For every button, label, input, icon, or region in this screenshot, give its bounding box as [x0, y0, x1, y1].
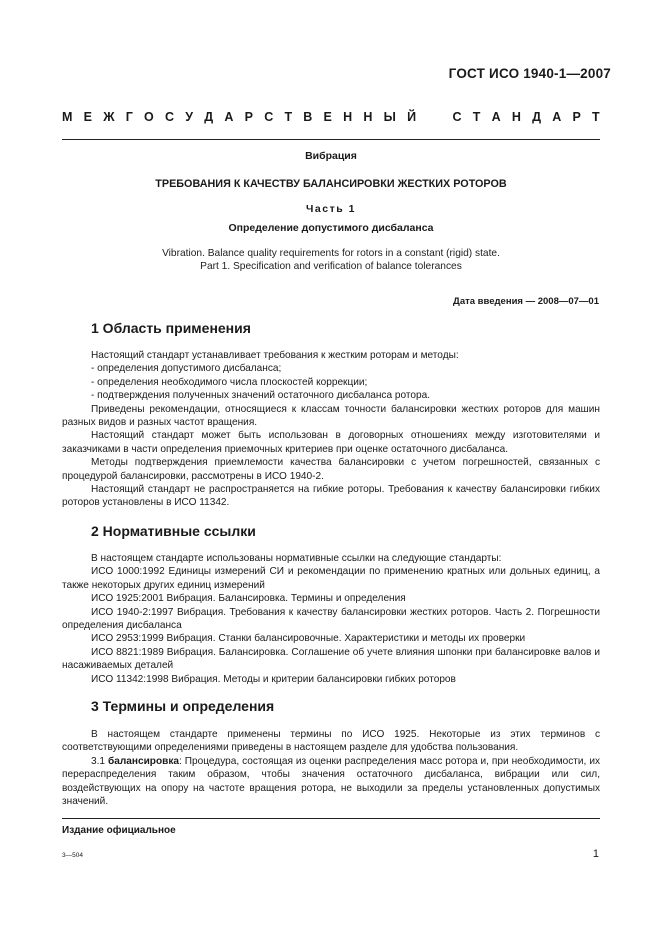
reference-item: ИСО 1000:1992 Единицы измерений СИ и рекомендации по применению кратных или дольных единиц, а также некоторых других единиц измерений [62, 566, 600, 591]
label-letter: С [264, 110, 274, 124]
reference-item: ИСО 2953:1999 Вибрация. Станки балансировочные. Характеристики и методы их проверки [91, 633, 526, 645]
label-letter: Ы [383, 110, 396, 124]
official-edition-label: Издание официальное [62, 825, 176, 836]
label-letter: А [224, 110, 234, 124]
paragraph: Настоящий стандарт может быть использован в договорных отношениях между изготовителями и заказчиками в части определения приемочных критериев при оценке остаточного дисбаланса. [62, 430, 600, 455]
section1-heading: 1 Область применения [91, 320, 251, 336]
label-letter: Н [343, 110, 353, 124]
term-text: : Процедура, состоящая из оценки распределения масс ротора и, при необходимости, их перераспределения таким образом, чтобы значения остаточного дисбаланса, вибрации или сил, воздействующих на опору на частоте вращения ротора, не выходили за пределы установленных допустимых значений. [62, 755, 601, 808]
list-item: - подтверждения полученных значений остаточного дисбаланса ротора. [91, 390, 431, 402]
label-letter: Р [572, 110, 581, 124]
label-letter: Н [363, 110, 373, 124]
header-rule [62, 139, 600, 140]
list-item: - определения необходимого числа плоскостей коррекции; [91, 376, 368, 388]
label-letter: Д [532, 110, 542, 124]
subtitle: Определение допустимого дисбаланса [228, 222, 434, 234]
term-number: 3.1 [91, 755, 108, 767]
document-title: ТРЕБОВАНИЯ К КАЧЕСТВУ БАЛАНСИРОВКИ ЖЕСТКИХ РОТОРОВ [155, 178, 507, 190]
label-letter: Г [125, 110, 133, 124]
label-letter: О [144, 110, 154, 124]
topic: Вибрация [305, 150, 357, 162]
section1-body [62, 349, 600, 510]
label-letter: Ж [103, 110, 115, 124]
section3-heading: 3 Термины и определения [91, 698, 275, 714]
paragraph: В настоящем стандарте использованы нормативные ссылки на следующие стандарты: [91, 553, 502, 564]
label-letter: А [491, 110, 501, 124]
label-gap [427, 110, 441, 124]
reference-item: ИСО 11342:1998 Вибрация. Методы и критерии балансировки гибких роторов [91, 673, 456, 685]
reference-item: ИСО 1940-2:1997 Вибрация. Требования к качеству балансировки жестких роторов. Часть 2. Погрешности определения дисбаланса [62, 606, 600, 632]
paragraph: В настоящем стандарте применены термины по ИСО 1925. Некоторые из этих терминов с соответствующими определениями приведены в настоящем разделе для удобства пользования. [62, 729, 600, 754]
reference-item: ИСО 1925:2001 Вибрация. Балансировка. Термины и определения [91, 593, 406, 605]
label-letter: В [303, 110, 313, 124]
label-letter: Е [83, 110, 92, 124]
label-letter: Т [284, 110, 293, 124]
term: балансировка [108, 755, 179, 767]
footer-rule [62, 818, 600, 819]
page-number: 1 [592, 848, 599, 860]
interstate-standard-label [62, 110, 600, 124]
section2-heading: 2 Нормативные ссылки [91, 523, 256, 539]
paragraph: Настоящий стандарт не распространяется на гибкие роторы. Требования к качеству балансировки гибких роторов установлены в ИСО 11342. [62, 484, 600, 509]
label-letter: Н [511, 110, 521, 124]
term-definition [62, 755, 600, 809]
label-letter: М [62, 110, 73, 124]
paragraph: Методы подтверждения приемлемости качества балансировки с учетом погрешностей, связанных с процедурой балансировки, рассмотрены в ИСО 1940-2. [62, 457, 600, 482]
label-letter: С [165, 110, 175, 124]
section3-body [62, 728, 600, 808]
label-letter: Е [323, 110, 332, 124]
english-title-line2: Part 1. Specification and verification of balance tolerances [200, 261, 462, 272]
introduction-date: Дата введения — 2008—07—01 [453, 296, 599, 307]
label-letter: Т [592, 110, 600, 124]
label-letter: Д [204, 110, 214, 124]
label-letter: Т [472, 110, 481, 124]
reference-item: ИСО 8821:1989 Вибрация. Балансировка. Соглашение об учете влияния шпонки при балансировке валов и насаживаемых деталей [62, 646, 600, 672]
section2-body [62, 552, 600, 686]
paragraph: Настоящий стандарт устанавливает требования к жестким роторам и методы: [91, 350, 459, 361]
paragraph: Приведены рекомендации, относящиеся к классам точности балансировки жестких роторов для машин разных видов и разных частот вращения. [62, 403, 600, 429]
list-item: - определения допустимого дисбаланса; [91, 363, 282, 375]
document-code: ГОСТ ИСО 1940-1—2007 [448, 66, 611, 81]
label-letter: Р [244, 110, 253, 124]
label-letter: У [185, 110, 194, 124]
print-code: 3—504 [62, 852, 83, 859]
label-letter: С [452, 110, 462, 124]
label-letter: Й [407, 110, 417, 124]
english-title-line1: Vibration. Balance quality requirements for rotors in a constant (rigid) state. [162, 248, 500, 259]
label-letter: А [552, 110, 562, 124]
part-label: Часть 1 [306, 203, 356, 215]
